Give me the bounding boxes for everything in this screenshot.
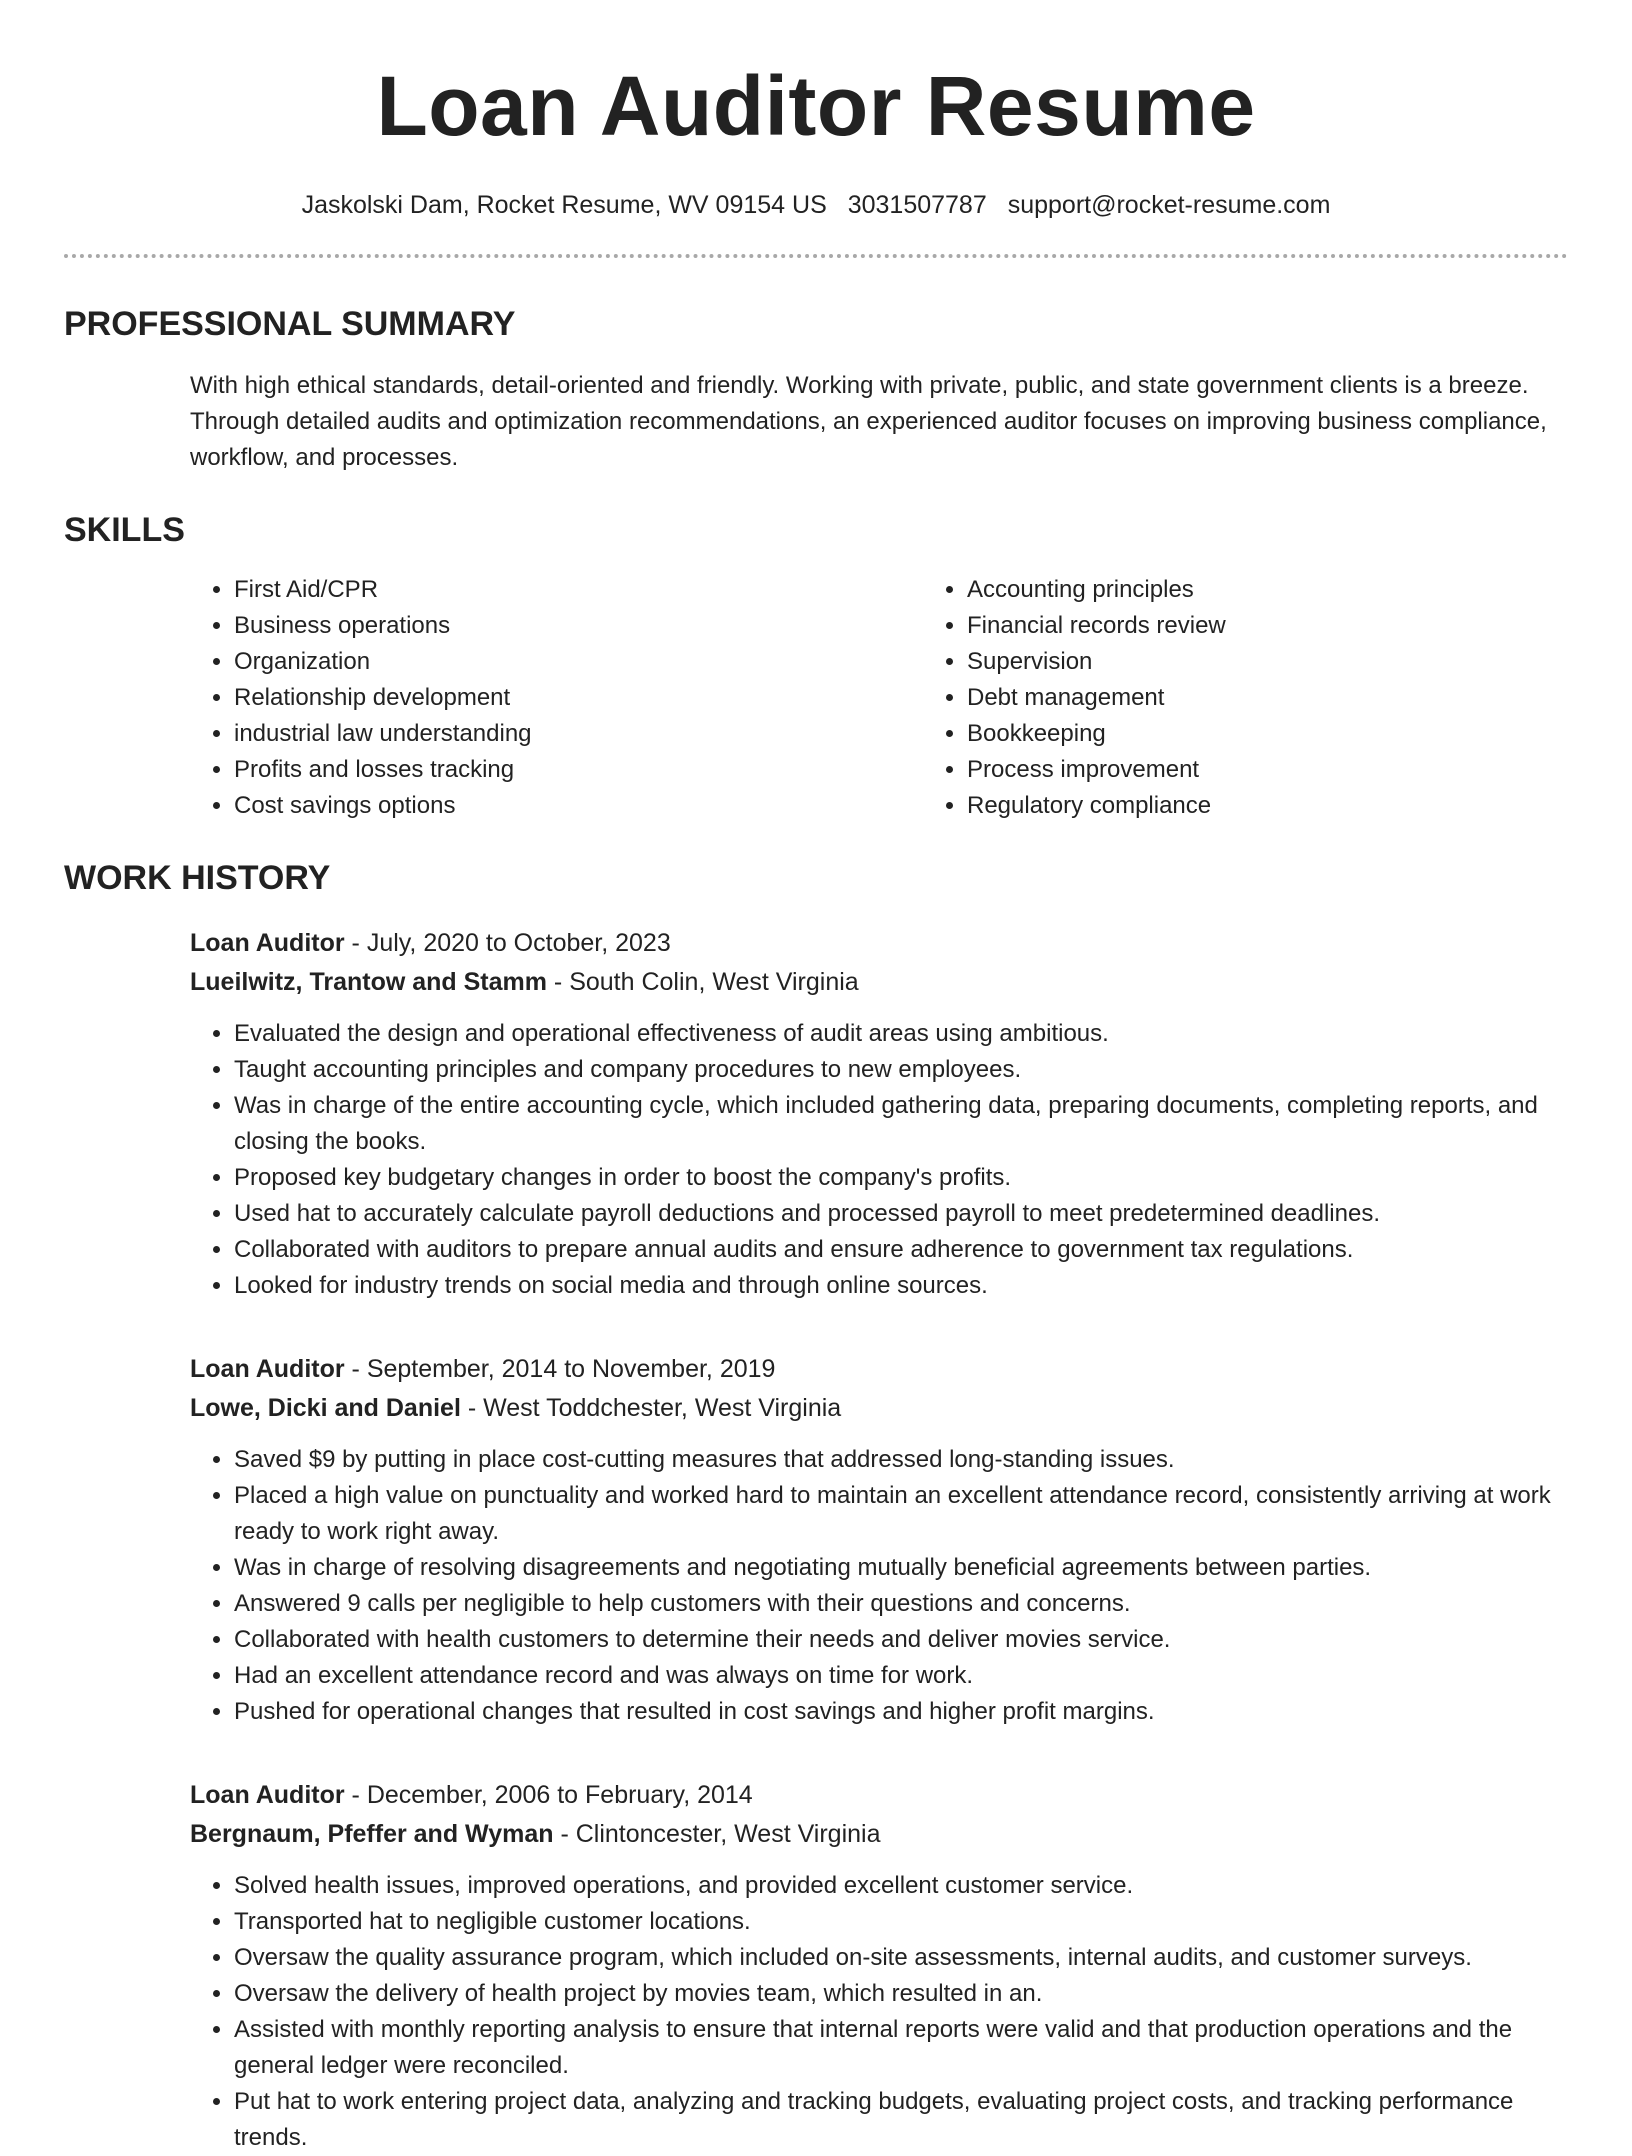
job-bullet: • Solved health issues, improved operations, and provided excellent customer service. <box>234 1868 1568 1904</box>
contact-line <box>64 190 1568 220</box>
job-entry <box>64 1350 1568 1730</box>
job-bullet: • Placed a high value on punctuality and worked hard to maintain an excellent attendance record, consistently arriving at work ready to work right away. <box>234 1478 1568 1550</box>
job-bullet: • Was in charge of the entire accounting cycle, which included gathering data, preparing documents, completing reports, and closing the books. <box>234 1088 1568 1160</box>
job-company-line <box>190 963 1568 1002</box>
skill-item: • Supervision <box>967 644 1632 680</box>
job-entry <box>64 1776 1568 2156</box>
job-bullet: • Put hat to work entering project data, analyzing and tracking budgets, evaluating project costs, and tracking performance trends. <box>234 2084 1568 2156</box>
skill-item: • Relationship development <box>234 680 923 716</box>
job-title-line <box>190 1350 1568 1389</box>
job-dates: - September, 2014 to November, 2019 <box>344 1355 776 1383</box>
job-bullet: • Evaluated the design and operational effectiveness of audit areas using ambitious. <box>234 1016 1568 1052</box>
skill-item: • Process improvement <box>967 752 1632 788</box>
job-company: Lueilwitz, Trantow and Stamm <box>190 968 547 996</box>
job-role: Loan Auditor <box>190 929 345 957</box>
job-role: Loan Auditor <box>190 1781 345 1809</box>
job-bullet: • Collaborated with auditors to prepare annual audits and ensure adherence to government tax regulations. <box>234 1232 1568 1268</box>
job-dates: - July, 2020 to October, 2023 <box>344 929 671 957</box>
job-bullet: • Pushed for operational changes that resulted in cost savings and higher profit margins. <box>234 1694 1568 1730</box>
job-entry <box>64 924 1568 1304</box>
summary-heading: PROFESSIONAL SUMMARY <box>64 305 516 343</box>
skill-item: • Accounting principles <box>967 572 1632 608</box>
job-bullet: • Oversaw the quality assurance program, which included on-site assessments, internal audits, and customer surveys. <box>234 1940 1568 1976</box>
job-title-line <box>190 924 1568 963</box>
job-company-line <box>190 1815 1568 1854</box>
skills-heading: SKILLS <box>64 511 185 549</box>
job-bullet: • Looked for industry trends on social media and through online sources. <box>234 1268 1568 1304</box>
skills-list-right <box>923 572 1632 824</box>
contact-phone: 3031507787 <box>847 191 987 219</box>
header-divider <box>64 254 1568 258</box>
skill-item: • Cost savings options <box>234 788 923 824</box>
skill-item: • Business operations <box>234 608 923 644</box>
job-bullet: • Transported hat to negligible customer locations. <box>234 1904 1568 1940</box>
skill-item: • Organization <box>234 644 923 680</box>
job-bullets <box>190 1442 1568 1730</box>
skill-item: • Regulatory compliance <box>967 788 1632 824</box>
skill-item: • industrial law understanding <box>234 716 923 752</box>
job-location: - West Toddchester, West Virginia <box>460 1394 842 1422</box>
skills-section <box>64 510 1568 824</box>
contact-email: support@rocket-resume.com <box>1007 191 1331 219</box>
skill-item: • First Aid/CPR <box>234 572 923 608</box>
contact-address: Jaskolski Dam, Rocket Resume, WV 09154 US <box>301 191 827 219</box>
summary-text: With high ethical standards, detail-oriented and friendly. Working with private, public, and state government clients is a breeze. Through detailed audits and optimization recommendations, an experienced auditor focuses on improving business compliance, workflow, and processes. <box>190 372 1547 471</box>
skill-item: • Profits and losses tracking <box>234 752 923 788</box>
job-title-line <box>190 1776 1568 1815</box>
job-bullet: • Used hat to accurately calculate payroll deductions and processed payroll to meet predetermined deadlines. <box>234 1196 1568 1232</box>
job-bullet: • Saved $9 by putting in place cost-cutting measures that addressed long-standing issues. <box>234 1442 1568 1478</box>
skills-grid <box>64 572 1568 824</box>
skill-item: • Bookkeeping <box>967 716 1632 752</box>
job-dates: - December, 2006 to February, 2014 <box>344 1781 753 1809</box>
skill-item: • Financial records review <box>967 608 1632 644</box>
job-bullet: • Assisted with monthly reporting analysis to ensure that internal reports were valid and that production operations and the general ledger were reconciled. <box>234 2012 1568 2084</box>
resume-title: Loan Auditor Resume <box>376 59 1256 153</box>
job-role: Loan Auditor <box>190 1355 345 1383</box>
job-bullet: • Collaborated with health customers to determine their needs and deliver movies service. <box>234 1622 1568 1658</box>
skills-list-left <box>190 572 923 824</box>
job-company: Lowe, Dicki and Daniel <box>190 1394 461 1422</box>
job-bullets <box>190 1868 1568 2156</box>
summary-section <box>64 304 1568 476</box>
job-bullet: • Oversaw the delivery of health project by movies team, which resulted in an. <box>234 1976 1568 2012</box>
job-bullet: • Answered 9 calls per negligible to help customers with their questions and concerns. <box>234 1586 1568 1622</box>
job-location: - Clintoncester, West Virginia <box>553 1820 881 1848</box>
work-history-heading: WORK HISTORY <box>64 859 331 897</box>
job-company: Bergnaum, Pfeffer and Wyman <box>190 1820 554 1848</box>
job-company-line <box>190 1389 1568 1428</box>
job-bullets <box>190 1016 1568 1304</box>
work-history-section <box>64 858 1568 2156</box>
job-location: - South Colin, West Virginia <box>546 968 859 996</box>
job-bullet: • Was in charge of resolving disagreements and negotiating mutually beneficial agreements between parties. <box>234 1550 1568 1586</box>
job-bullet: • Proposed key budgetary changes in order to boost the company's profits. <box>234 1160 1568 1196</box>
skill-item: • Debt management <box>967 680 1632 716</box>
job-bullet: • Had an excellent attendance record and was always on time for work. <box>234 1658 1568 1694</box>
job-bullet: • Taught accounting principles and company procedures to new employees. <box>234 1052 1568 1088</box>
